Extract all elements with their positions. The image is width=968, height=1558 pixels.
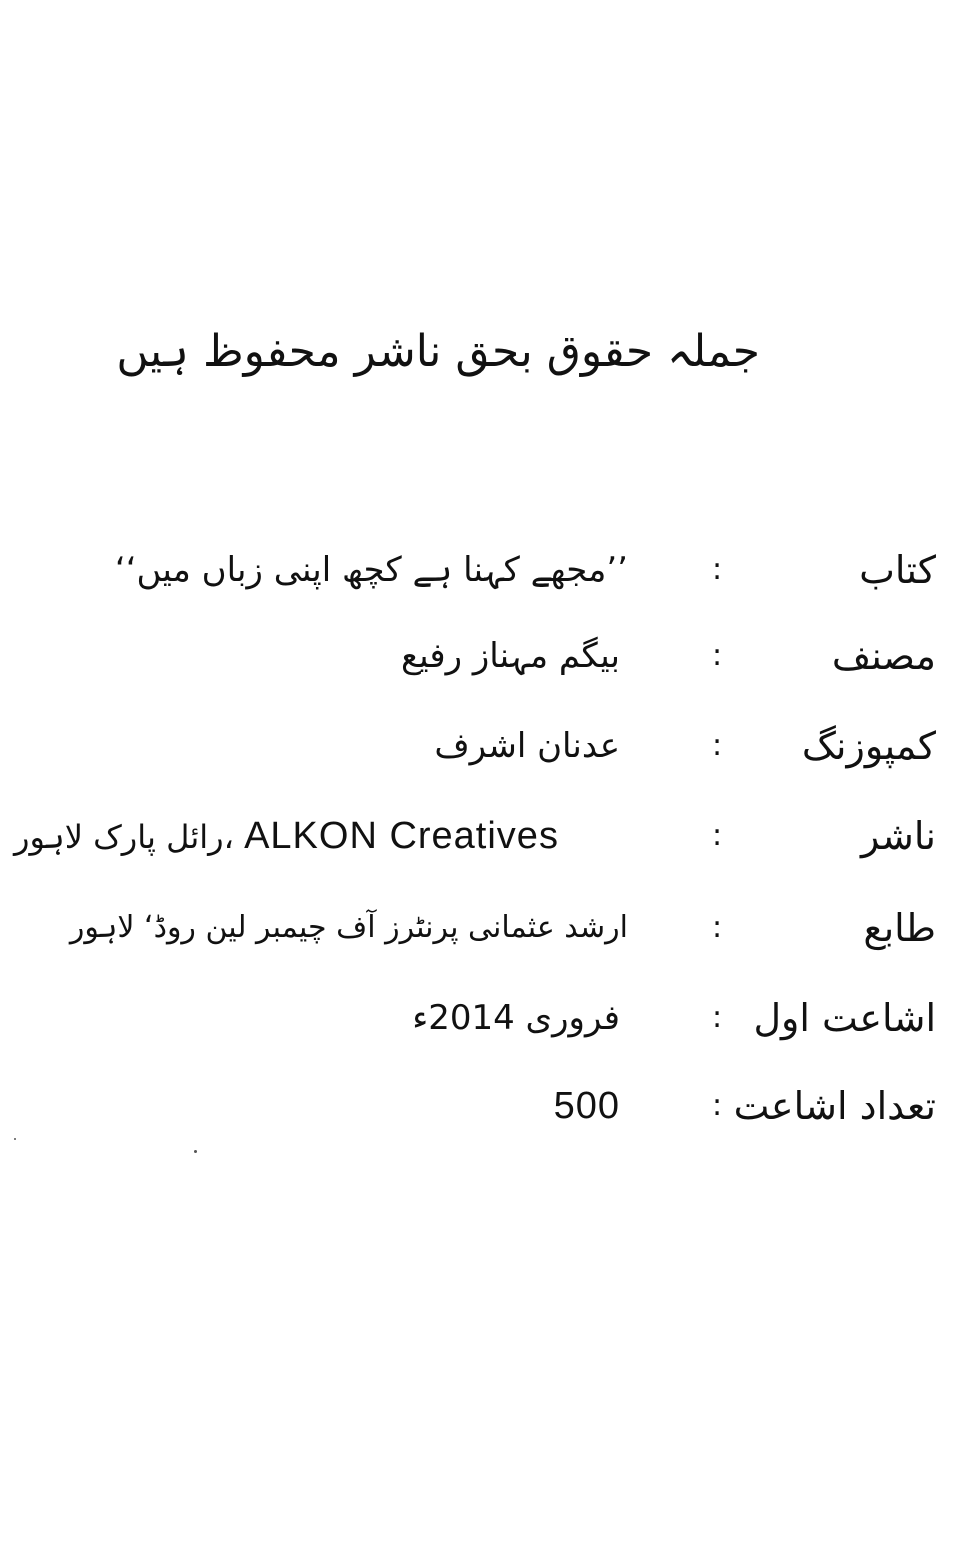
author-label: مصنف — [831, 634, 936, 678]
print-run-value: 500 — [553, 1085, 620, 1127]
separator: : — [711, 1000, 723, 1035]
separator: : — [711, 1088, 723, 1123]
first-edition-row — [0, 988, 968, 1058]
print-run-row — [0, 1076, 968, 1146]
book-title-value: ’’مجھے کہنا ہے کچھ اپنی زباں میں‘‘ — [114, 550, 628, 590]
separator: : — [711, 910, 723, 945]
author-row — [0, 626, 968, 696]
print-run-label: تعداد اشاعت — [733, 1084, 936, 1128]
printer-value: ارشد عثمانی پرنٹرز آف چیمبر لین روڈ‘ لاہور — [69, 910, 628, 945]
printer-row — [0, 898, 968, 968]
composing-value: عدنان اشرف — [434, 726, 620, 766]
publisher-row — [0, 806, 968, 876]
composing-label: کمپوزنگ — [801, 724, 936, 768]
separator: : — [711, 728, 723, 763]
scan-speck — [14, 1138, 16, 1140]
separator: : — [711, 638, 723, 673]
separator: : — [711, 552, 723, 587]
book-row — [0, 540, 968, 610]
composing-row — [0, 716, 968, 786]
publisher-urdu-text: ،رائل پارک لاہور — [14, 818, 234, 856]
book-label: کتاب — [859, 548, 936, 592]
publisher-value — [14, 806, 638, 867]
publisher-latin-text: ALKON Creatives — [244, 815, 559, 857]
author-value: بیگم مہناز رفیع — [401, 636, 620, 676]
printer-label: طابع — [863, 906, 936, 950]
publisher-label: ناشر — [861, 814, 936, 858]
first-edition-label: اشاعت اول — [753, 996, 936, 1040]
first-edition-value: فروری 2014ء — [412, 998, 620, 1038]
scan-speck — [194, 1150, 197, 1153]
separator: : — [711, 818, 723, 853]
copyright-heading: جملہ حقوق بحق ناشر محفوظ ہیں — [116, 326, 760, 377]
